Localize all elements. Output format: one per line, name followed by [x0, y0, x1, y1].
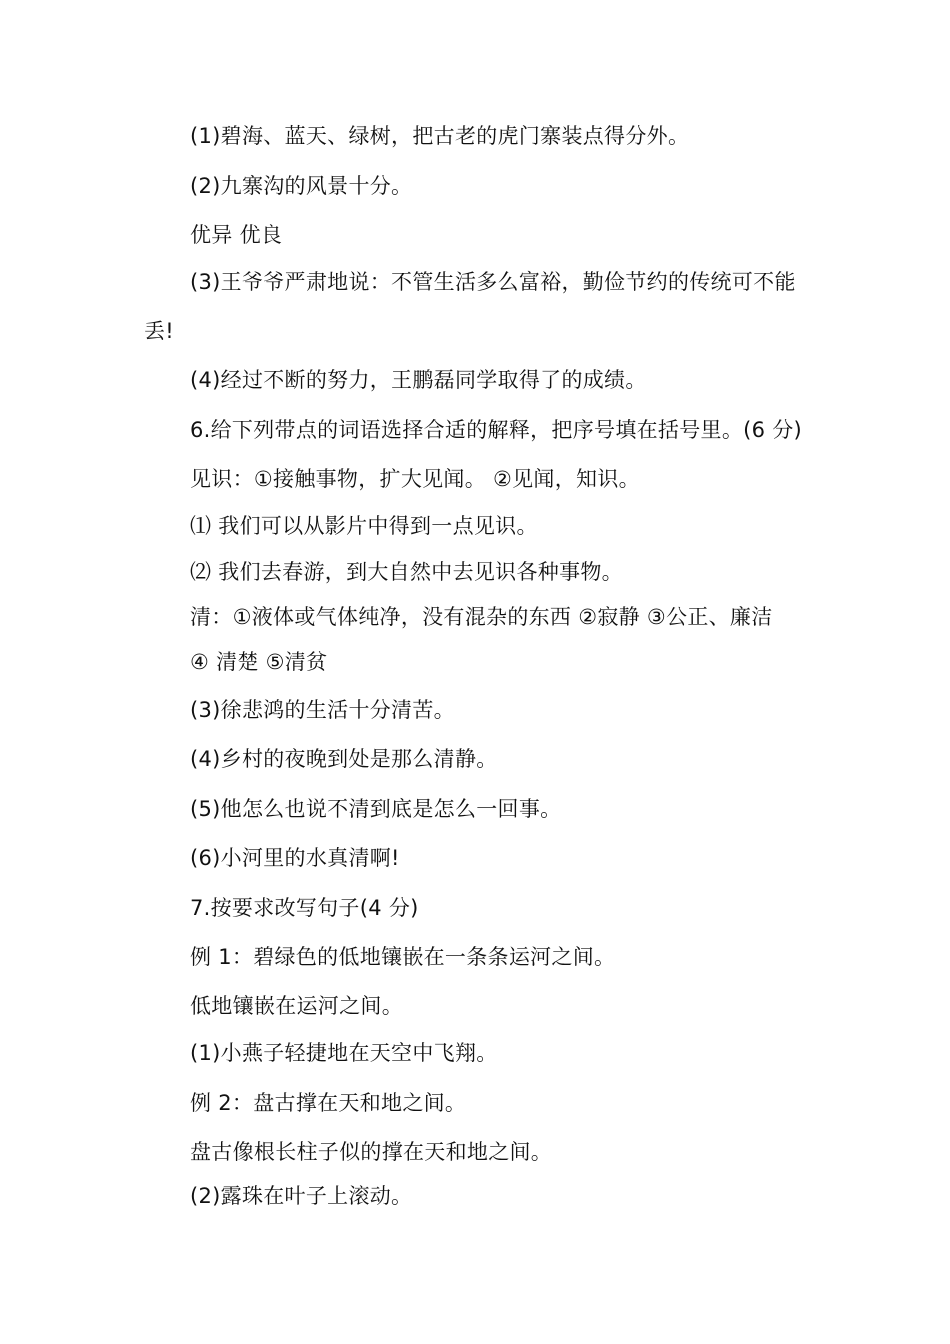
text-line: (4)乡村的夜晚到处是那么清静。 [190, 747, 498, 771]
text-line: 见识：①接触事物，扩大见闻。 ②见闻，知识。 [190, 467, 640, 491]
text-line: (4)经过不断的努力，王鹏磊同学取得了的成绩。 [190, 368, 647, 392]
text-line: (2)露珠在叶子上滚动。 [190, 1184, 413, 1208]
text-line: 优异 优良 [190, 223, 283, 247]
text-line: ⑴ 我们可以从影片中得到一点见识。 [190, 514, 538, 538]
text-line: ④ 清楚 ⑤清贫 [190, 650, 328, 674]
text-line: 清：①液体或气体纯净，没有混杂的东西 ②寂静 ③公正、廉洁 [190, 605, 773, 629]
text-line: (2)九寨沟的风景十分。 [190, 174, 413, 198]
text-line: (6)小河里的水真清啊! [190, 846, 400, 870]
question-heading: 7.按要求改写句子(4 分) [190, 896, 419, 920]
text-line: (5)他怎么也说不清到底是怎么一回事。 [190, 797, 562, 821]
text-line: 丢! [144, 319, 175, 343]
question-heading: 6.给下列带点的词语选择合适的解释，把序号填在括号里。(6 分) [190, 418, 803, 442]
text-line: (1)小燕子轻捷地在天空中飞翔。 [190, 1041, 498, 1065]
text-line: (1)碧海、蓝天、绿树，把古老的虎门寨装点得分外。 [190, 124, 690, 148]
text-line: 例 1：碧绿色的低地镶嵌在一条条运河之间。 [190, 945, 616, 969]
text-line: 低地镶嵌在运河之间。 [190, 994, 403, 1018]
text-line: 例 2：盘古撑在天和地之间。 [190, 1091, 467, 1115]
text-line: (3)王爷爷严肃地说：不管生活多么富裕，勤俭节约的传统可不能 [190, 270, 796, 294]
text-line: (3)徐悲鸿的生活十分清苦。 [190, 698, 455, 722]
text-line: ⑵ 我们去春游，到大自然中去见识各种事物。 [190, 560, 623, 584]
text-line: 盘古像根长柱子似的撑在天和地之间。 [190, 1140, 553, 1164]
